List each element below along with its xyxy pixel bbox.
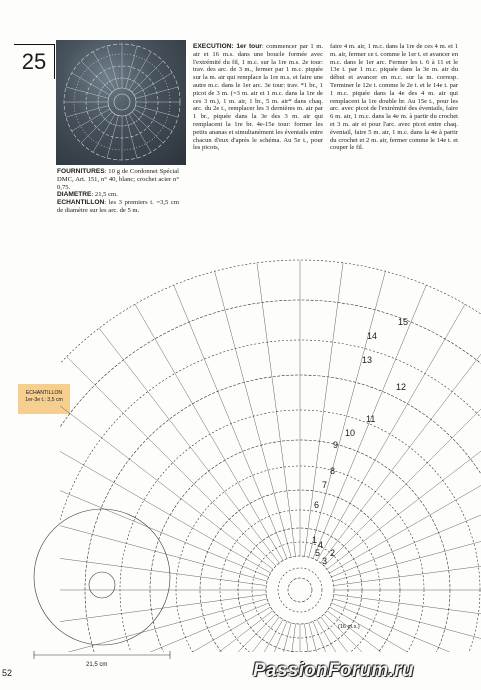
schematic-center — [89, 572, 115, 598]
chart-round-ring — [10, 300, 481, 690]
chart-spoke — [257, 263, 296, 556]
chart-spoke — [67, 614, 276, 690]
chart-spoke — [67, 357, 276, 566]
round-number: 8 — [330, 466, 336, 476]
chart-spoke — [38, 611, 273, 690]
execution-text-1: : commencer par 1 m. air et 16 m.s. dans une boucle formée avec l'extrémité du fil, 1 m.c. sur la 1re m.s. 2e tour: trav. des arc. de 3 m., fermer par 1 m.c. piquée sur la m. air qui remplace la 1re m.s. et faire une autre m.c. dans le 1er arc. 3e tour: trav. *1 br., 1 picot de 3 m. (=3 m. air et 1 m.c. dans la 1re de ces 3 m.), 1 m. air, 1 br., 5 m. air* dans chaq. arc. du 2e t., remplacer les 3 dernières m. air par 1 br., piquée dans la 3e des 3 m. air qui remplacent la 1re br. 4e-15e tour: former les petits ananas et simultanément les éventails entre chacun d'eux d'après le schéma. Au 5e t., pour les picots, — [193, 43, 323, 152]
chart-round-ring — [85, 375, 481, 690]
chart-spoke — [0, 505, 267, 582]
chart-spoke — [0, 594, 266, 633]
round-number: 4 — [318, 540, 324, 550]
chart-round-ring — [278, 568, 322, 612]
chart-spoke — [135, 304, 283, 560]
round-number: 3 — [322, 556, 328, 566]
chart-spoke — [0, 547, 266, 586]
gauge-swatch-sub: 1er-3e t.: 3,5 cm — [25, 397, 63, 403]
round-number: 5 — [315, 548, 321, 558]
round-number: 15 — [398, 317, 409, 327]
gauge-line: ECHANTILLON: les 3 premiers t. =3,5 cm de diamètre sur les arc. de 5 m. — [57, 199, 179, 214]
execution-heading: EXECUTION: 1er tour — [193, 43, 262, 50]
round-number: 1 — [312, 535, 318, 545]
chart-spoke — [327, 389, 481, 569]
chart-spoke — [321, 328, 481, 563]
chart-spoke — [304, 263, 343, 556]
round-number: 12 — [396, 382, 407, 392]
gauge-swatch-label: ECHANTILLON — [25, 390, 63, 396]
chart-spoke — [14, 425, 270, 573]
chart-spoke — [334, 547, 481, 586]
dimension-label: 21,5 cm — [86, 662, 108, 668]
supplies-line: FOURNITURES: 10 g de Cordonnet Spécial DMC, Art. 151, n° 40, blanc; crochet acier n° 0,75. — [57, 168, 179, 191]
diameter-line: DIAMETRE: 21,5 cm. — [57, 191, 118, 199]
chart-spoke — [317, 304, 465, 560]
round-number: 9 — [333, 440, 339, 450]
round-number: 11 — [366, 414, 376, 424]
chart-spoke — [14, 607, 270, 690]
chart-round-ring — [288, 578, 312, 602]
chart-spoke — [174, 285, 287, 558]
chart-spoke — [329, 425, 481, 573]
round-number: 7 — [322, 480, 328, 490]
schematic-outline — [34, 509, 170, 645]
chart-note: (16 m.s.) — [338, 624, 360, 630]
chart-round-ring — [0, 260, 481, 690]
round-number: 10 — [345, 428, 356, 438]
chart-round-ring — [50, 340, 481, 690]
chart-spoke — [215, 271, 292, 557]
execution-text-2: faire 4 m. air, 1 m.c. dans la 1re de ces 4 m. et 1 m. air, fermer ce t. comme le 1er t. et avancer en m.c. dans le 1er arc. Fermer les t. 6 à 11 et le 13e t. par 1 m.c. piquée dans la 3e m. air du début et avancer en m.c. sur la m. corresp. Terminer le 12e t. comme le 2e t. et le 14e t. par 1 m.c. piquée dans la 4e des 4 m. air qui remplacent la 1re double br. Au 15e t., pour les arc. avec picot de l'extrémité des éventails, faire 6 m. air, 1 m.c. dans la 4e m. à partir du crochet et 3 m. air et pour l'arc. avec picot entre chaq. éventail, faire 5 m. air, 1 m.c. dans la 4e à partir du crochet et 2 m. air, fermer comme le 14e t. et couper le fil. — [330, 43, 458, 152]
round-number: 6 — [314, 500, 320, 510]
chart-spoke — [38, 389, 273, 569]
chart-spoke — [0, 603, 269, 690]
round-number: 14 — [367, 331, 378, 341]
watermark: PassionForum.ru — [253, 660, 414, 681]
round-number: 2 — [330, 548, 336, 558]
page-number: 52 — [2, 668, 13, 678]
round-number: 13 — [362, 355, 373, 365]
chart-spoke — [331, 464, 481, 577]
chart-spoke — [99, 328, 279, 563]
chart-round-ring — [266, 556, 334, 624]
pattern-number: 25 — [14, 44, 55, 79]
chart-spoke — [333, 505, 481, 582]
